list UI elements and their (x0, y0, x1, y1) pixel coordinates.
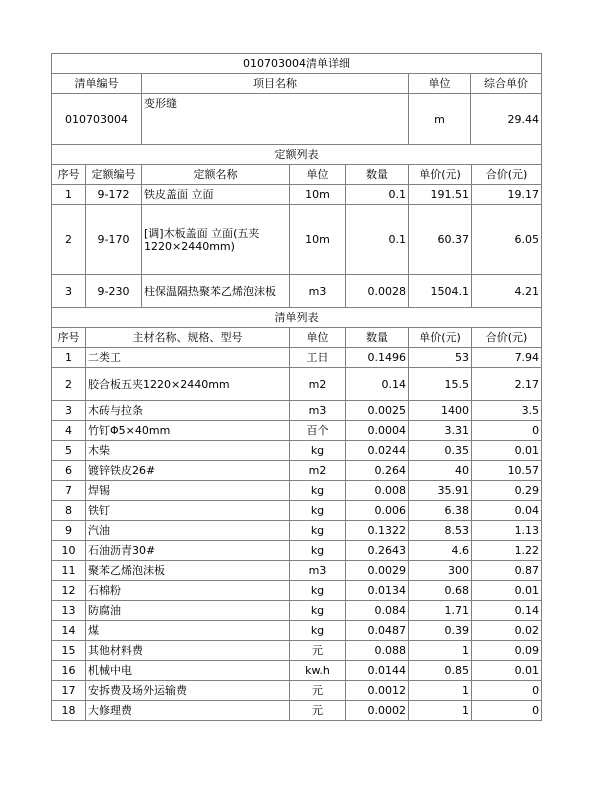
mat-name: 机械中电 (86, 661, 290, 681)
quota-total: 19.17 (472, 185, 542, 205)
materials-table (51, 307, 542, 721)
mat-total: 1.13 (472, 521, 542, 541)
mat-unit: 工日 (290, 348, 346, 368)
mat-unit: kg (290, 601, 346, 621)
mat-qty: 0.2643 (346, 541, 409, 561)
table-row (52, 641, 542, 661)
quota-name: [调]木板盖面 立面(五夹1220×2440mm) (142, 205, 290, 275)
col-header-name: 项目名称 (142, 74, 409, 94)
quota-no: 2 (52, 205, 86, 275)
mat-price: 6.38 (409, 501, 472, 521)
mat-total: 0.01 (472, 441, 542, 461)
quota-title: 定额列表 (52, 145, 542, 165)
mat-qty: 0.0029 (346, 561, 409, 581)
materials-body (52, 348, 542, 721)
table-row (52, 275, 542, 308)
mat-name: 木砖与拉条 (86, 401, 290, 421)
mat-price: 1.71 (409, 601, 472, 621)
table-row (52, 205, 542, 275)
quota-col-total: 合价(元) (472, 165, 542, 185)
quota-total: 6.05 (472, 205, 542, 275)
table-row (52, 501, 542, 521)
mat-no: 5 (52, 441, 86, 461)
mat-total: 2.17 (472, 368, 542, 401)
mat-name: 安拆费及场外运输费 (86, 681, 290, 701)
mat-price: 300 (409, 561, 472, 581)
mat-name: 铁钉 (86, 501, 290, 521)
quota-col-name: 定额名称 (142, 165, 290, 185)
mat-name: 聚苯乙烯泡沫板 (86, 561, 290, 581)
mat-qty: 0.1322 (346, 521, 409, 541)
quota-unit: 10m (290, 185, 346, 205)
mat-price: 1 (409, 641, 472, 661)
quota-unit: 10m (290, 205, 346, 275)
mat-no: 3 (52, 401, 86, 421)
mat-no: 15 (52, 641, 86, 661)
mat-no: 17 (52, 681, 86, 701)
mat-name: 煤 (86, 621, 290, 641)
table-row (52, 348, 542, 368)
quota-no: 1 (52, 185, 86, 205)
mat-col-qty: 数量 (346, 328, 409, 348)
mat-name: 防腐油 (86, 601, 290, 621)
table-row (52, 368, 542, 401)
mat-name: 竹钉Φ5×40mm (86, 421, 290, 441)
mat-qty: 0.0244 (346, 441, 409, 461)
quota-col-no: 序号 (52, 165, 86, 185)
mat-qty: 0.1496 (346, 348, 409, 368)
mat-total: 0.04 (472, 501, 542, 521)
mat-col-price: 单价(元) (409, 328, 472, 348)
bill-name: 变形缝 (142, 94, 409, 145)
mat-no: 18 (52, 701, 86, 721)
mat-no: 2 (52, 368, 86, 401)
mat-total: 1.22 (472, 541, 542, 561)
mat-price: 4.6 (409, 541, 472, 561)
mat-total: 0.87 (472, 561, 542, 581)
mat-name: 石棉粉 (86, 581, 290, 601)
quota-qty: 0.0028 (346, 275, 409, 308)
mat-price: 1 (409, 681, 472, 701)
bill-unit: m (409, 94, 471, 145)
mat-col-name: 主材名称、规格、型号 (86, 328, 290, 348)
quota-table (51, 144, 542, 308)
table-row (52, 661, 542, 681)
mat-no: 11 (52, 561, 86, 581)
bill-title: 010703004清单详细 (52, 54, 542, 74)
mat-no: 9 (52, 521, 86, 541)
mat-price: 53 (409, 348, 472, 368)
table-row (52, 521, 542, 541)
quota-price: 60.37 (409, 205, 472, 275)
table-row (52, 621, 542, 641)
mat-total: 0.09 (472, 641, 542, 661)
mat-unit: m2 (290, 461, 346, 481)
mat-total: 0 (472, 421, 542, 441)
table-row (52, 401, 542, 421)
mat-qty: 0.0487 (346, 621, 409, 641)
mat-unit: 元 (290, 641, 346, 661)
mat-qty: 0.0012 (346, 681, 409, 701)
quota-price: 191.51 (409, 185, 472, 205)
table-row (52, 461, 542, 481)
mat-price: 15.5 (409, 368, 472, 401)
mat-no: 8 (52, 501, 86, 521)
quota-no: 3 (52, 275, 86, 308)
mat-no: 13 (52, 601, 86, 621)
mat-total: 10.57 (472, 461, 542, 481)
mat-qty: 0.0025 (346, 401, 409, 421)
materials-title: 清单列表 (52, 308, 542, 328)
bill-code: 010703004 (52, 94, 142, 145)
mat-name: 石油沥青30# (86, 541, 290, 561)
mat-name: 镀锌铁皮26# (86, 461, 290, 481)
mat-total: 0.01 (472, 661, 542, 681)
col-header-code: 清单编号 (52, 74, 142, 94)
mat-unit: kg (290, 521, 346, 541)
mat-total: 0.29 (472, 481, 542, 501)
mat-qty: 0.0002 (346, 701, 409, 721)
mat-name: 二类工 (86, 348, 290, 368)
mat-unit: 元 (290, 681, 346, 701)
table-row (52, 581, 542, 601)
quota-price: 1504.1 (409, 275, 472, 308)
mat-no: 14 (52, 621, 86, 641)
mat-total: 0.02 (472, 621, 542, 641)
mat-no: 6 (52, 461, 86, 481)
quota-qty: 0.1 (346, 205, 409, 275)
mat-no: 1 (52, 348, 86, 368)
quota-col-qty: 数量 (346, 165, 409, 185)
mat-no: 16 (52, 661, 86, 681)
mat-unit: 元 (290, 701, 346, 721)
mat-qty: 0.006 (346, 501, 409, 521)
mat-unit: kg (290, 541, 346, 561)
mat-qty: 0.008 (346, 481, 409, 501)
mat-total: 0.01 (472, 581, 542, 601)
mat-price: 35.91 (409, 481, 472, 501)
col-header-unit: 单位 (409, 74, 471, 94)
mat-price: 0.35 (409, 441, 472, 461)
mat-col-no: 序号 (52, 328, 86, 348)
quota-code: 9-172 (86, 185, 142, 205)
mat-name: 大修理费 (86, 701, 290, 721)
mat-qty: 0.088 (346, 641, 409, 661)
mat-price: 0.85 (409, 661, 472, 681)
mat-no: 7 (52, 481, 86, 501)
quota-name: 柱保温隔热聚苯乙烯泡沫板 (142, 275, 290, 308)
mat-price: 0.39 (409, 621, 472, 641)
mat-name: 胶合板五夹1220×2440mm (86, 368, 290, 401)
table-row (52, 441, 542, 461)
mat-unit: 百个 (290, 421, 346, 441)
table-row (52, 481, 542, 501)
table-row (52, 185, 542, 205)
mat-qty: 0.264 (346, 461, 409, 481)
mat-qty: 0.14 (346, 368, 409, 401)
mat-col-total: 合价(元) (472, 328, 542, 348)
mat-price: 0.68 (409, 581, 472, 601)
bill-price: 29.44 (471, 94, 542, 145)
table-row (52, 421, 542, 441)
table-row (52, 541, 542, 561)
mat-unit: kg (290, 501, 346, 521)
mat-price: 40 (409, 461, 472, 481)
mat-unit: kw.h (290, 661, 346, 681)
table-row (52, 681, 542, 701)
mat-qty: 0.0004 (346, 421, 409, 441)
mat-unit: kg (290, 621, 346, 641)
quota-unit: m3 (290, 275, 346, 308)
mat-col-unit: 单位 (290, 328, 346, 348)
mat-unit: kg (290, 581, 346, 601)
mat-price: 1 (409, 701, 472, 721)
bill-summary-table (51, 53, 542, 145)
mat-name: 木柴 (86, 441, 290, 461)
quota-code: 9-230 (86, 275, 142, 308)
mat-total: 3.5 (472, 401, 542, 421)
mat-unit: m3 (290, 561, 346, 581)
quota-col-price: 单价(元) (409, 165, 472, 185)
mat-total: 0 (472, 701, 542, 721)
quota-col-code: 定额编号 (86, 165, 142, 185)
mat-price: 1400 (409, 401, 472, 421)
mat-name: 汽油 (86, 521, 290, 541)
mat-unit: m2 (290, 368, 346, 401)
table-row (52, 701, 542, 721)
mat-price: 3.31 (409, 421, 472, 441)
mat-no: 4 (52, 421, 86, 441)
mat-no: 10 (52, 541, 86, 561)
mat-unit: kg (290, 441, 346, 461)
mat-name: 其他材料费 (86, 641, 290, 661)
mat-total: 0.14 (472, 601, 542, 621)
mat-qty: 0.0134 (346, 581, 409, 601)
quota-code: 9-170 (86, 205, 142, 275)
mat-unit: m3 (290, 401, 346, 421)
quota-col-unit: 单位 (290, 165, 346, 185)
mat-total: 0 (472, 681, 542, 701)
table-row (52, 601, 542, 621)
mat-no: 12 (52, 581, 86, 601)
mat-qty: 0.0144 (346, 661, 409, 681)
mat-total: 7.94 (472, 348, 542, 368)
col-header-price: 综合单价 (471, 74, 542, 94)
quota-name: 铁皮盖面 立面 (142, 185, 290, 205)
mat-price: 8.53 (409, 521, 472, 541)
mat-unit: kg (290, 481, 346, 501)
mat-name: 焊锡 (86, 481, 290, 501)
table-row (52, 561, 542, 581)
quota-qty: 0.1 (346, 185, 409, 205)
mat-qty: 0.084 (346, 601, 409, 621)
quota-total: 4.21 (472, 275, 542, 308)
